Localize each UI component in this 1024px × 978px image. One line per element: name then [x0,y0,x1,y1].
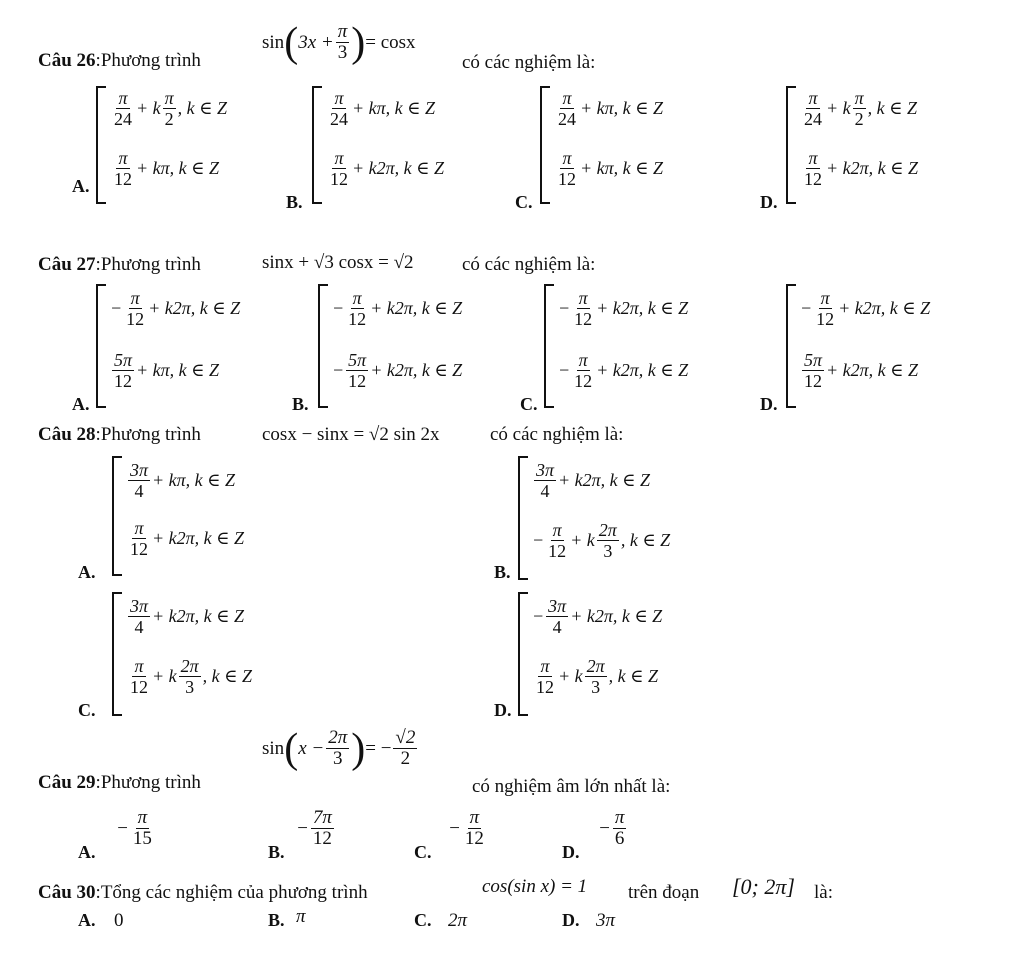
q27-option-c-letter[interactable]: C. [520,394,538,414]
q27-equation: sinx + √3 cosx = √2 [262,252,414,273]
q29-option-a-letter[interactable]: A. [78,842,96,862]
q29-stem [38,772,201,794]
q30-stem [38,882,368,904]
q28-prefix: :Phương trình [95,424,201,445]
q28-option-b-letter[interactable]: B. [494,562,511,582]
q27-option-a[interactable]: − $\frac{\pi}{12}$ + k2π, k ∈ Z $\frac{5\pi}{12}$ + kπ, k ∈ Z [96,284,296,408]
q27-stem [38,254,201,276]
q27-option-d[interactable]: − $\frac{\pi}{12}$ + k2π, k ∈ Z $\frac{5\pi}{12}$ + k2π, k ∈ Z [786,284,996,408]
q26-option-a-letter[interactable]: A. [72,176,90,196]
q26-option-d[interactable]: $\frac{\pi}{24}$ + k $\frac{\pi}{2}$ , k ∈ Z $\frac{\pi}{12}$ + k2π, k ∈ Z [786,86,986,204]
q30-option-c-letter[interactable]: C. [414,910,432,930]
q26-option-c-letter[interactable]: C. [515,192,533,212]
q30-label: Câu 30 [38,882,96,903]
q29-option-a[interactable]: − $\frac{\pi}{15}$ [116,807,152,849]
q27-prefix: :Phương trình [95,254,201,275]
q27-option-b-letter[interactable]: B. [292,394,309,414]
q26-stem [38,50,201,72]
q27-suffix: có các nghiệm là: [462,254,596,275]
q29-option-d-letter[interactable]: D. [562,842,580,862]
q29-option-c[interactable]: − $\frac{\pi}{12}$ [448,807,484,849]
q27-label: Câu 27 [38,254,96,275]
q27-option-c[interactable]: − $\frac{\pi}{12}$ + k2π, k ∈ Z − $\frac{\pi}{12}$ + k2π, k ∈ Z [544,284,754,408]
q28-option-d-letter[interactable]: D. [494,700,512,720]
q26-option-b-letter[interactable]: B. [286,192,303,212]
q26-prefix: :Phương trình [95,50,201,71]
q26-option-b[interactable]: $\frac{\pi}{24}$ + kπ, k ∈ Z $\frac{\pi}{12}$ + k2π, k ∈ Z [312,86,492,204]
q26-equation: sin ( 3x + $\frac{\pi}{3}$ ) = cosx [262,19,416,66]
q29-label: Câu 29 [38,772,96,793]
q26-option-d-letter[interactable]: D. [760,192,778,212]
q30-option-c[interactable]: 2π [448,910,468,931]
q26-label: Câu 26 [38,50,96,71]
q28-option-a-letter[interactable]: A. [78,562,96,582]
q30-suffix: là: [814,882,833,903]
q30-mid: trên đoạn [628,882,700,903]
q30-option-d[interactable]: 3π [596,910,616,931]
q28-equation: cosx − sinx = √2 sin 2x [262,424,440,445]
q29-equation: sin ( x − $\frac{2\pi}{3}$ ) = − $\frac{√2}{2}$ [262,725,416,772]
q28-option-a[interactable]: $\frac{3\pi}{4}$ + kπ, k ∈ Z $\frac{\pi}{12}$ + k2π, k ∈ Z [112,456,312,576]
q29-option-d[interactable]: − $\frac{\pi}{6}$ [598,807,625,849]
q28-option-c[interactable]: $\frac{3\pi}{4}$ + k2π, k ∈ Z $\frac{\pi}{12}$ + k $\frac{2\pi}{3}$ , k ∈ Z [112,592,312,716]
q27-option-d-letter[interactable]: D. [760,394,778,414]
q28-option-c-letter[interactable]: C. [78,700,96,720]
q28-option-b[interactable]: $\frac{3\pi}{4}$ + k2π, k ∈ Z − $\frac{\pi}{12}$ + k $\frac{2\pi}{3}$ , k ∈ Z [518,456,738,580]
q27-option-a-letter[interactable]: A. [72,394,90,414]
q28-stem [38,424,201,446]
q30-interval: [0; 2π] [732,874,795,899]
q26-option-c[interactable]: $\frac{\pi}{24}$ + kπ, k ∈ Z $\frac{\pi}{12}$ + kπ, k ∈ Z [540,86,720,204]
q26-suffix: có các nghiệm là: [462,52,596,73]
q29-prefix: :Phương trình [95,772,201,793]
q30-prefix: :Tổng các nghiệm của phương trình [95,882,368,903]
q30-option-b-letter[interactable]: B. [268,910,285,930]
q30-option-b[interactable]: π [296,906,306,927]
q29-option-c-letter[interactable]: C. [414,842,432,862]
q27-option-b[interactable]: − $\frac{\pi}{12}$ + k2π, k ∈ Z − $\frac{5\pi}{12}$ + k2π, k ∈ Z [318,284,528,408]
q29-suffix: có nghiệm âm lớn nhất là: [472,776,671,797]
q29-option-b[interactable]: − $\frac{7\pi}{12}$ [296,807,332,849]
q29-option-b-letter[interactable]: B. [268,842,285,862]
q28-option-d[interactable]: − $\frac{3\pi}{4}$ + k2π, k ∈ Z $\frac{\pi}{12}$ + k $\frac{2\pi}{3}$ , k ∈ Z [518,592,738,716]
q30-option-d-letter[interactable]: D. [562,910,580,930]
q30-option-a-letter[interactable]: A. [78,910,96,930]
q28-suffix: có các nghiệm là: [490,424,624,445]
q28-label: Câu 28 [38,424,96,445]
q30-equation: cos(sin x) = 1 [482,876,588,897]
q30-option-a[interactable]: 0 [114,910,124,931]
q26-option-a[interactable]: $\frac{\pi}{24}$ + k $\frac{\pi}{2}$ , k ∈ Z $\frac{\pi}{12}$ + kπ, k ∈ Z [96,86,286,204]
